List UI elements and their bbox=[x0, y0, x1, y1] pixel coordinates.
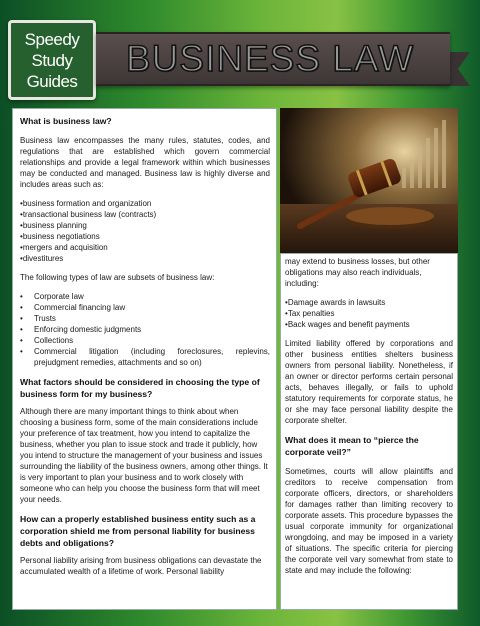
paragraph: Business law encompasses the many rules, statutes, codes, and regulations that are established which govern commercial relationships and provide a legal framework within which businesses may be conducted and managed. Business law is highly diverse and includes areas such as: bbox=[20, 136, 270, 189]
heading-personal-liability-shield: How can a properly established business entity such as a corporation shield me from personal liability for business debts and obligations? bbox=[20, 514, 256, 548]
paragraph: may extend to business losses, but other obligations may also reach individuals, including: bbox=[285, 257, 430, 288]
list-item: • Enforcing domestic judgments bbox=[20, 324, 270, 335]
logo-line: Speedy bbox=[24, 29, 80, 49]
speedy-study-guides-logo bbox=[8, 20, 96, 100]
heading-choosing-business-form: What factors should be considered in choosing the type of business form for my business? bbox=[20, 377, 260, 399]
list-item: • business negotiations bbox=[20, 231, 270, 242]
paragraph: Although there are many important things to think about when choosing a business form, some of the main considerations include your preference of tax treatment, how you intend to capitalize the business, whether you plan to issue stock and trade it publicly, how you intend to structure the management of your business and issues surrounding the liability of the business owners, among other things. It is very important to plan your business and to work closely with someone who can help you choose the business form that will meet your needs. bbox=[20, 407, 268, 504]
gavel-illustration bbox=[280, 108, 458, 253]
list-item: • Corporate law bbox=[20, 291, 270, 302]
page-title: BUSINESS LAW bbox=[125, 38, 415, 79]
list-item: • transactional business law (contracts) bbox=[20, 209, 270, 220]
list-item: • divestitures bbox=[20, 253, 270, 264]
paragraph: Personal liability arising from business obligations can devastate the accumulated wealth of a lifetime of work. Personal liability bbox=[20, 556, 262, 576]
list-item: • business formation and organization bbox=[20, 198, 270, 209]
list-item: • business planning bbox=[20, 220, 270, 231]
law-subsets-list bbox=[20, 291, 270, 368]
list-item: • Damage awards in lawsuits bbox=[285, 297, 453, 308]
list-item: • Trusts bbox=[20, 313, 270, 324]
logo-line: Guides bbox=[26, 71, 78, 91]
list-item: • Commercial litigation (including foreclosures, replevins, prejudgment remedies, attachments and so on) bbox=[20, 346, 270, 368]
left-column bbox=[20, 115, 270, 577]
paragraph: The following types of law are subsets of business law: bbox=[20, 273, 215, 282]
paragraph: Sometimes, courts will allow plaintiffs and creditors to receive compensation from corporate officers, directors, or shareholders for damages rather than limiting recovery to corporate assets. This procedure bypasses the usual corporate immunity for organizational wrongdoing, and may be imposed in a variety of situations. The specific criteria for piercing the corporate veil vary somewhat from state to state and may include the following: bbox=[285, 467, 453, 575]
heading-what-is-business-law: What is business law? bbox=[20, 116, 112, 126]
list-item: • Collections bbox=[20, 335, 270, 346]
list-item: • Tax penalties bbox=[285, 308, 453, 319]
list-item: • Commercial financing law bbox=[20, 302, 270, 313]
individual-obligations-list bbox=[285, 297, 453, 330]
list-item: • Back wages and benefit payments bbox=[285, 319, 453, 330]
right-column bbox=[285, 256, 453, 576]
gavel-photo bbox=[280, 108, 458, 253]
paragraph: Limited liability offered by corporations and other business entities shelters business owners from personal liability. Nonetheless, if an owner or director performs certain personal acts, behaves illegally, or fails to uphold statutory requirements for corporate status, he or she may face personal liability despite the corporate shelter. bbox=[285, 339, 453, 425]
business-law-areas-list bbox=[20, 198, 270, 264]
heading-pierce-corporate-veil: What does it mean to “pierce the corporate veil?” bbox=[285, 435, 419, 457]
list-item: • mergers and acquisition bbox=[20, 242, 270, 253]
logo-line: Study bbox=[31, 50, 73, 70]
